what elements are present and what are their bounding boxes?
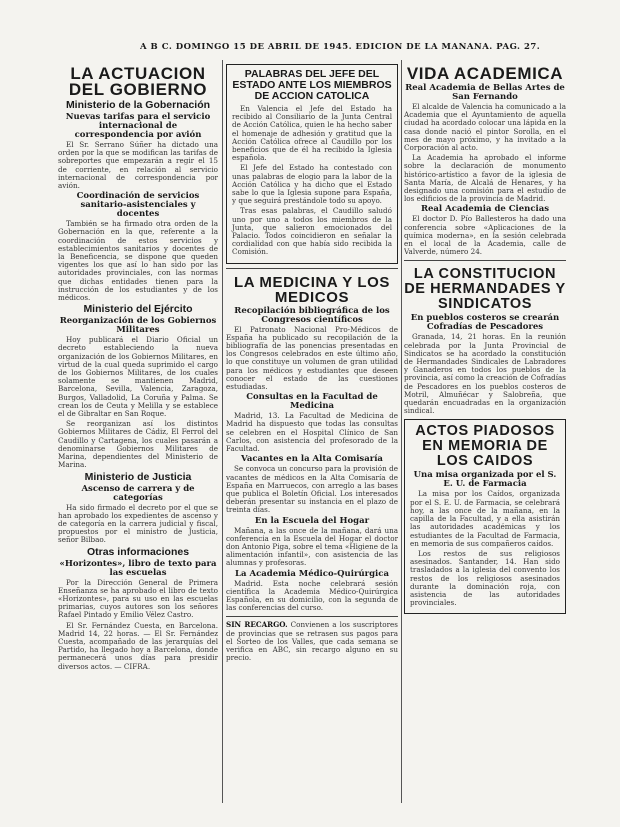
subheading: En la Escuela del Hogar [254,515,370,526]
section-heading: Ministerio de Justicia [84,470,192,483]
column-divider [401,60,402,803]
paragraph: La misa por los Caídos, organizada por el S. E. U. de Farmacia, se celebrará hoy, a las once de la mañana, en la capilla de la Facultad, y a ella asistirán las autoridades académicas y los estudiantes de la Facultad de Farmacia, en memoria de sus compañeros caídos. [410,489,560,548]
paragraph: Madrid, 13. La Facultad de Medicina de Madrid ha dispuesto que todas las consultas se celebren en el Hospital Clínico de San Carlos, con asistencia del profesorado de la Facultad. [226,411,398,454]
paragraph: Ha sido firmado el decreto por el que se han aprobado los expedientes de ascenso y de categoría en la carrera judicial y fiscal, propuestos por el ministro de Justicia, señor Bilbao. [58,502,218,545]
article-title: LA ACTUACION DEL GOBIERNO [68,64,208,99]
boxed-article [226,64,398,264]
subheading: «Horizontes», libro de texto para las escuelas [59,558,217,578]
article-title: LA CONSTITUCION DE HERMANDADES Y SINDICATOS [404,266,566,313]
paragraph: En Valencia el Jefe del Estado ha recibido al Consiliario de la Junta Central de Acción Católica, quien le ha hecho saber el homenaje de adhesión y gratitud que la Acción Católica ofrece al Caudillo por los beneficios que de él ha recibido la Iglesia española. [232,104,392,163]
subheading: Reorganización de los Gobiernos Militares [59,316,217,336]
section-heading: Ministerio de la Gobernación [65,99,211,111]
divider [226,268,398,269]
notice-text: Convienen a los suscriptores de provincias que se retrasen sus pagos para el Sorteo de los Valles, que cada semana se verifica en ABC, sin recargo alguno en su precio. [226,620,398,663]
paragraph: Mañana, a las once de la mañana, dará una conferencia en la Escuela del Hogar el doctor don Antonio Piga, sobre el tema «Higiene de la alimentación infantil», con asistencia de las alumnas y profesoras. [226,525,398,568]
paragraph: También se ha firmado otra orden de la Gobernación en la que, referente a la coordinación de estos servicios y establecimientos sanitarios y docentes de la Beneficencia, se dispone que queden vigentes los que así lo han sido por las autoridades provinciales, con las normas que dichas entidades tienen para la instrucción de los estudiantes y de los médicos. [58,219,218,303]
boxed-article-title: ACTOS PIADOSOS EN MEMORIA DE LOS CAIDOS [415,423,555,470]
paragraph: El Patronato Nacional Pro-Médicos de España ha publicado su recopilación de la bibliografía de las ponencias presentadas en los Congresos celebrados en este último año, lo que constituye un volumen de gran utilidad para los médicos y estudiantes que deseen conocer el estado de las cuestiones estudiadas. [226,324,398,392]
paragraph: Se convoca un concurso para la provisión de vacantes de médicos en la Alta Comisaría de España en Marruecos, con arreglo a las bases que publica el Boletín Oficial. Los interesados deberán presentar su instancia en el plazo de treinta días. [226,464,398,515]
paragraph: Los restos de sus religiosos asesinados. Santander, 14. Han sido trasladados a la iglesia del convento los restos de los religiosos asesinados durante la dominación roja, con asistencia de las autoridades provinciales. [410,548,560,608]
column-left [58,60,218,812]
paragraph: Por la Dirección General de Primera Enseñanza se ha aprobado el libro de texto «Horizontes», para su uso en las escuelas primarias, cuyos autores son los señores Rafael Pintado y Emilio Vélez Castro. [58,577,218,620]
subheading: La Academia Médico-Quirúrgica [235,568,389,579]
article-title: LA MEDICINA Y LOS MEDICOS [233,273,391,306]
section-heading: Ministerio del Ejército [83,303,193,316]
subheading: Real Academia de Bellas Artes de San Fernando [405,83,565,102]
paragraph: La Academia ha aprobado el informe sobre la declaración de monumento histórico-artístico a favor de la iglesia de Santa María, de Alcalá de Henares, y ha designado una comisión para el estudio de los edificios de la provincia de Madrid. [404,153,566,204]
divider [226,616,398,617]
paragraph: El Sr. Serrano Súñer ha dictado una orden por la que se modifican las tarifas de sobreportes que empezarán a regir el 15 de corriente, en relación al servicio internacional de correspondencia por avión. [58,140,218,191]
column-middle [226,60,398,812]
paragraph: Granada, 14, 21 horas. En la reunión celebrada por la Junta Provincial de Sindicatos se ha acordado la constitución de Hermandades Sindicales de Labradores y Ganaderos en todos los pueblos de la provincia, así como la creación de Cofradías de Pescadores en los pueblos costeros de Motril, Almuñécar y Salobreña, que quedarán encuadradas en la organización sindical. [404,332,566,416]
column-divider [222,60,223,803]
notice-label: SIN RECARGO. [226,620,288,630]
subheading: Coordinación de servicios sanitario-asistenciales y docentes [76,191,200,220]
paragraph: El Jefe del Estado ha contestado con unas palabras de elogio para la labor de la Acción Católica y ha dicho que el Estado sabe lo que la Iglesia supone para España, y que seguirá prestándole todo su apoyo. [232,163,392,206]
subheading: Vacantes en la Alta Comisaría [241,454,383,465]
boxed-article-title: PALABRAS DEL JEFE DEL ESTADO ANTE LOS MIEMBROS DE ACCION CATOLICA [232,68,392,102]
section-heading: Otras informaciones [86,545,190,558]
paragraph: Madrid. Esta noche celebrará sesión científica la Academia Médico-Quirúrgica Española, en su domicilio, con la segunda de las conferencias del curso. [226,578,398,613]
subheading: Recopilación bibliográfica de los Congresos científicos [234,305,390,325]
subheading: Consultas en la Facultad de Medicina [246,392,378,412]
paragraph: Se reorganizan así los distintos Gobiernos Militares de Cádiz, El Ferrol del Caudillo y Cartagena, los cuales pasarán a denominarse Gobiernos Militares de Marina, dependientes del Ministerio de Marina. [58,419,218,470]
column-right [404,60,566,812]
notice [226,621,398,662]
subheading: En pueblos costeros se crearán Cofradías de Pescadores [410,313,560,333]
paragraph: El Sr. Fernández Cuesta, en Barcelona. Madrid 14, 22 horas. — El Sr. Fernández Cuesta, acompañado de las jerarquías del Partido, ha llegado hoy a Barcelona, donde permanecerá unos días para presidir diversos actos. — CIFRA. [58,620,218,671]
paragraph: Tras esas palabras, el Caudillo saludó uno por uno a todos los miembros de la Junta, que salieron emocionados del Palacio. Todos coincidieron en señalar la cordialidad con que había sido recibida la Comisión. [232,206,392,257]
paragraph: El doctor D. Pío Ballesteros ha dado una conferencia sobre «Aplicaciones de la química moderna», en la sesión celebrada en el local de la Academia, calle de Valverde, número 24. [404,214,566,257]
boxed-article [404,419,566,614]
paragraph: El alcalde de Valencia ha comunicado a la Academia que el Ayuntamiento de aquella ciudad ha acordado colocar una lápida en la casa donde nació el pintor Sorolla, en el mes de mayo próximo, y ha invitado a la Corporación al acto. [404,102,566,153]
subheading: Una misa organizada por el S. E. U. de Farmacia [413,470,557,490]
subheading: Ascenso de carrera y de categorías [81,483,195,503]
subheading: Real Academia de Ciencias [420,204,550,215]
divider [404,260,566,261]
page-header: A B C. DOMINGO 15 DE ABRIL DE 1945. EDICION DE LA MAÑANA. PAG. 27. [140,42,541,52]
article-title: VIDA ACADEMICA [406,64,564,83]
subheading: Nuevas tarifas para el servicio internacional de correspondencia por avión [65,112,211,140]
paragraph: Hoy publicará el Diario Oficial un decreto estableciendo la nueva organización de los Gobiernos Militares, en virtud de la cual queda suprimido el cargo de los Gobiernos Militares, de los cuales solamente se mantienen Madrid, Barcelona, Sevilla, Valencia, Zaragoza, Burgos, Valladolid, La Coruña y Palma. Se crean los de Ceuta y Melilla y se establece el de Gibraltar en San Roque. [58,335,218,419]
